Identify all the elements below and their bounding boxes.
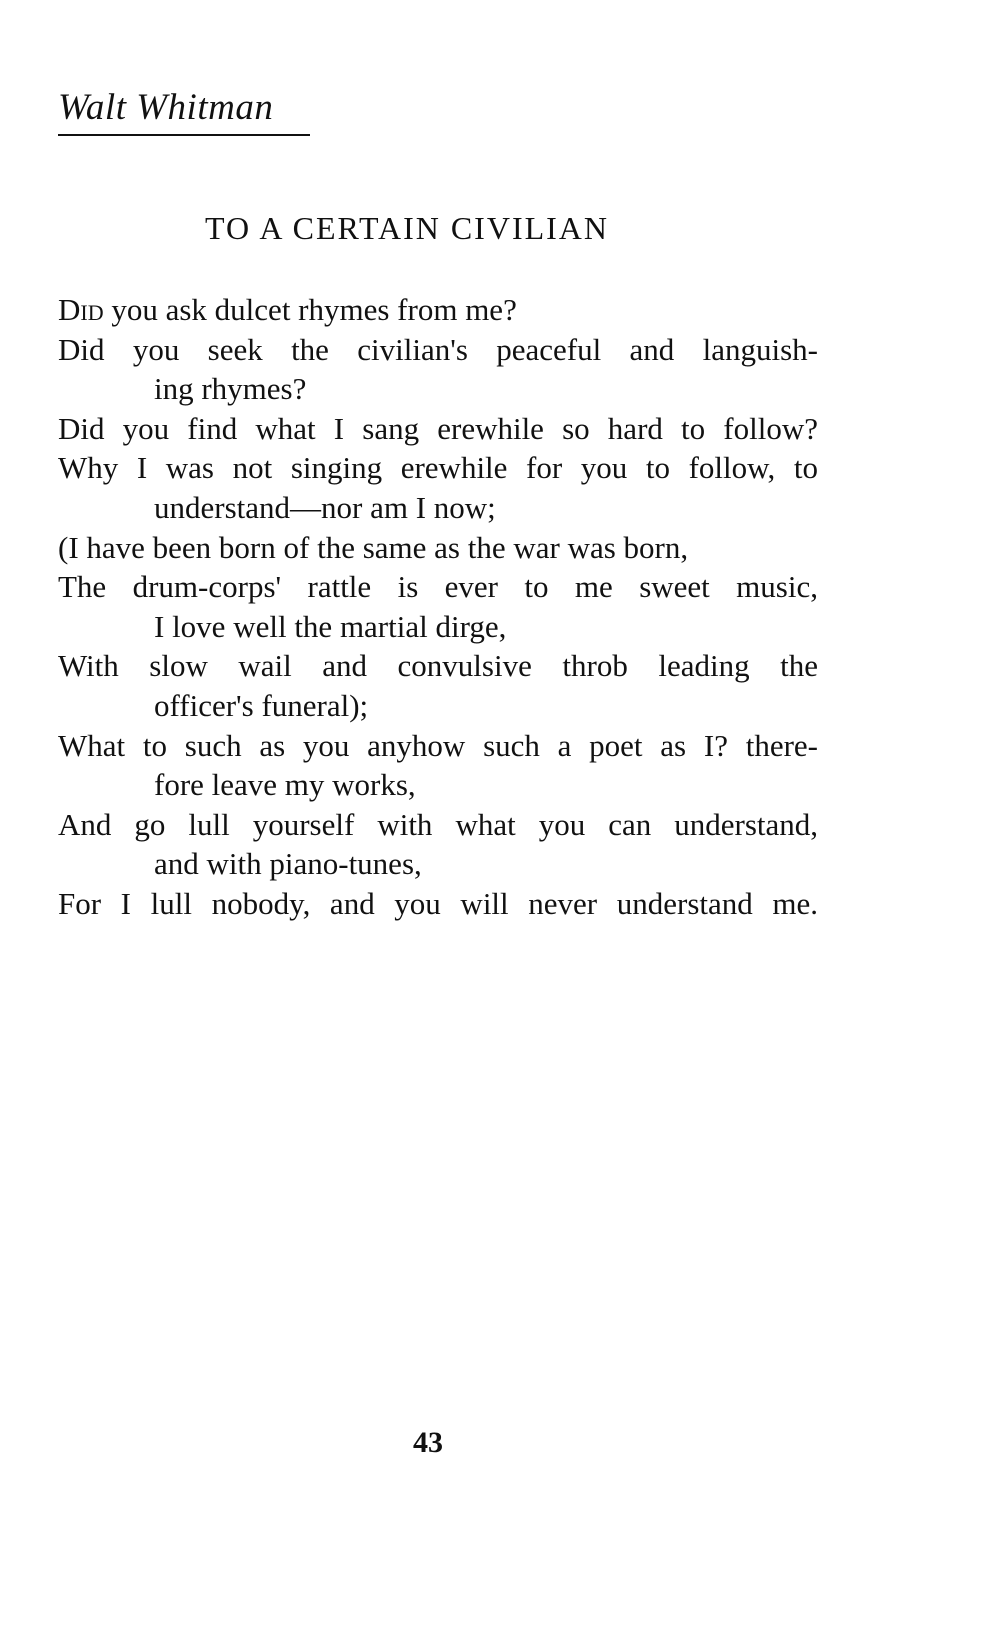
poem-line: For I lull nobody, and you will never understand me.	[58, 885, 818, 921]
poem-line-continuation: fore leave my works,	[154, 767, 416, 803]
header-underline	[58, 134, 310, 136]
poem-line: With slow wail and convulsive throb leading the	[58, 648, 818, 684]
page-number: 43	[413, 1426, 443, 1459]
poem-body	[58, 290, 818, 924]
poem-line-continuation: I love well the martial dirge,	[154, 608, 507, 644]
poem-line: The drum-corps' rattle is ever to me sweet music,	[58, 569, 818, 605]
poem-line: And go lull yourself with what you can understand,	[58, 806, 818, 842]
poem-line: (I have been born of the same as the war was born,	[58, 529, 689, 565]
poem-title: TO A CERTAIN CIVILIAN	[205, 210, 610, 246]
poem-line: Why I was not singing erewhile for you to follow, to	[58, 450, 818, 486]
poem-line-1	[58, 290, 818, 330]
poem-line-1-text: you ask dulcet rhymes from me?	[103, 292, 517, 327]
poem-line-continuation: officer's funeral);	[154, 687, 369, 723]
poem-line-continuation: ing rhymes?	[154, 371, 307, 407]
drop-word: Did	[58, 292, 104, 327]
poem-line: Did you seek the civilian's peaceful and languish-	[58, 331, 818, 367]
poem-line-continuation: understand—nor am I now;	[154, 489, 496, 525]
poem-line-continuation: and with piano-tunes,	[154, 846, 422, 882]
running-header-author: Walt Whitman	[58, 87, 274, 128]
poem-line: What to such as you anyhow such a poet as I? there-	[58, 727, 818, 763]
poem-line: Did you find what I sang erewhile so hard to follow?	[58, 410, 818, 446]
